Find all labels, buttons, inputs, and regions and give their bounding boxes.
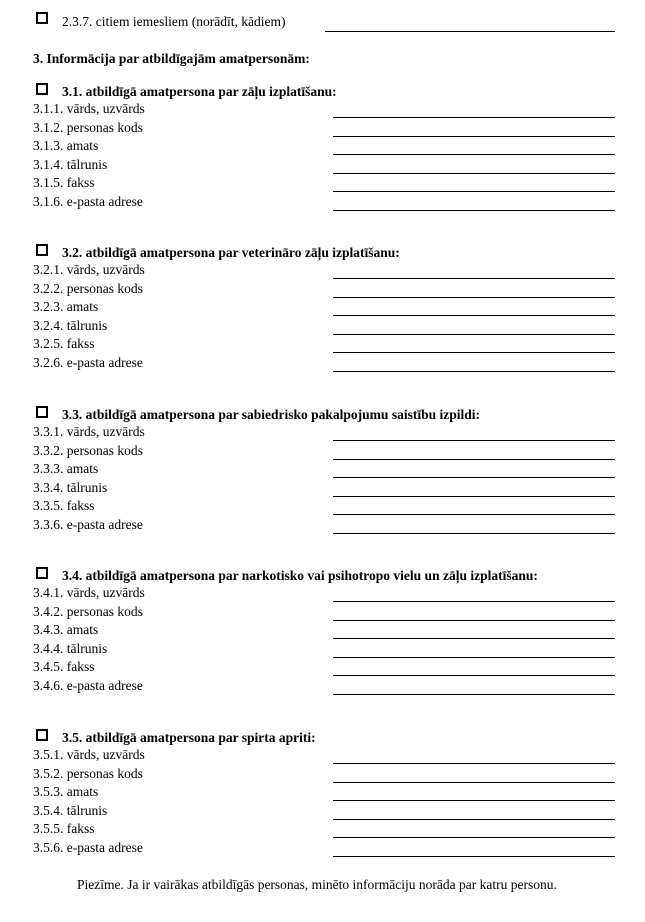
section-heading: 3. Informācija par atbildīgajām amatpersonām: — [33, 51, 310, 66]
group-checkbox-3-5[interactable] — [36, 729, 48, 741]
field-input-line[interactable] — [333, 210, 615, 211]
field-input-line[interactable] — [333, 800, 615, 801]
field-input-line[interactable] — [333, 819, 615, 820]
field-input-line[interactable] — [333, 117, 615, 118]
group-checkbox-3-1[interactable] — [36, 83, 48, 95]
item-2-3-7-input-line[interactable] — [325, 31, 615, 32]
field-input-line[interactable] — [333, 477, 615, 478]
field-input-line[interactable] — [333, 657, 615, 658]
field-input-line[interactable] — [333, 136, 615, 137]
field-input-line[interactable] — [333, 278, 615, 279]
group-title-3-5: 3.5. atbildīgā amatpersona par spirta apriti: — [62, 730, 316, 745]
note-paragraph — [33, 876, 615, 893]
field-label: 3.2.3. amats — [33, 299, 99, 315]
field-input-line[interactable] — [333, 173, 615, 174]
field-input-line[interactable] — [333, 496, 615, 497]
field-label: 3.4.6. e-pasta adrese — [33, 678, 143, 693]
field-label: 3.3.6. e-pasta adrese — [33, 517, 143, 532]
field-input-line[interactable] — [333, 297, 615, 298]
field-label: 3.5.1. vārds, uzvārds — [33, 747, 145, 762]
group-checkbox-3-2[interactable] — [36, 244, 48, 256]
field-input-line[interactable] — [333, 315, 615, 316]
field-input-line[interactable] — [333, 440, 615, 441]
note-text: Piezīme. Ja ir vairākas atbildīgās personas, minēto informāciju norāda par katru personu. — [77, 877, 557, 892]
field-label: 3.2.6. e-pasta adrese — [33, 355, 143, 370]
field-input-line[interactable] — [333, 371, 615, 372]
group-title-3-4: 3.4. atbildīgā amatpersona par narkotisko vai psihotropo vielu un zāļu izplatīšanu: — [62, 568, 538, 583]
field-label: 3.4.3. amats — [33, 622, 99, 638]
field-input-line[interactable] — [333, 191, 615, 192]
field-label: 3.3.4. tālrunis — [33, 479, 108, 495]
item-2-3-7-label: 2.3.7. citiem iemesliem (norādīt, kādiem) — [62, 14, 286, 29]
field-label: 3.2.4. tālrunis — [33, 317, 108, 333]
field-label: 3.3.3. amats — [33, 461, 99, 477]
checkbox-2-3-7[interactable] — [36, 12, 48, 24]
field-input-line[interactable] — [333, 856, 615, 857]
field-label: 3.4.5. fakss — [33, 659, 95, 675]
field-input-line[interactable] — [333, 782, 615, 783]
field-label: 3.1.3. amats — [33, 138, 99, 154]
group-title-3-3: 3.3. atbildīgā amatpersona par sabiedrisko pakalpojumu saistību izpildi: — [62, 407, 480, 422]
field-label: 3.2.2. personas kods — [33, 280, 143, 296]
group-checkbox-3-4[interactable] — [36, 567, 48, 579]
field-label: 3.3.1. vārds, uzvārds — [33, 424, 145, 439]
field-input-line[interactable] — [333, 334, 615, 335]
field-label: 3.5.6. e-pasta adrese — [33, 840, 143, 855]
field-input-line[interactable] — [333, 763, 615, 764]
field-label: 3.1.2. personas kods — [33, 119, 143, 135]
field-input-line[interactable] — [333, 694, 615, 695]
field-label: 3.3.2. personas kods — [33, 442, 143, 458]
field-input-line[interactable] — [333, 514, 615, 515]
field-label: 3.1.6. e-pasta adrese — [33, 194, 143, 209]
field-label: 3.4.4. tālrunis — [33, 640, 108, 656]
field-label: 3.3.5. fakss — [33, 498, 95, 514]
field-input-line[interactable] — [333, 601, 615, 602]
field-label: 3.5.4. tālrunis — [33, 802, 108, 818]
field-label: 3.5.3. amats — [33, 784, 99, 800]
group-checkbox-3-3[interactable] — [36, 406, 48, 418]
field-label: 3.1.4. tālrunis — [33, 156, 108, 172]
field-input-line[interactable] — [333, 154, 615, 155]
group-title-3-1: 3.1. atbildīgā amatpersona par zāļu izplatīšanu: — [62, 84, 337, 99]
group-title-3-2: 3.2. atbildīgā amatpersona par veterināro zāļu izplatīšanu: — [62, 245, 400, 260]
field-input-line[interactable] — [333, 675, 615, 676]
field-label: 3.2.5. fakss — [33, 336, 95, 352]
field-label: 3.1.1. vārds, uzvārds — [33, 101, 145, 116]
field-input-line[interactable] — [333, 837, 615, 838]
field-input-line[interactable] — [333, 352, 615, 353]
field-label: 3.5.2. personas kods — [33, 765, 143, 781]
field-input-line[interactable] — [333, 620, 615, 621]
field-input-line[interactable] — [333, 533, 615, 534]
field-label: 3.2.1. vārds, uzvārds — [33, 262, 145, 277]
field-label: 3.4.1. vārds, uzvārds — [33, 585, 145, 600]
field-input-line[interactable] — [333, 638, 615, 639]
field-label: 3.5.5. fakss — [33, 821, 95, 837]
field-input-line[interactable] — [333, 459, 615, 460]
field-label: 3.4.2. personas kods — [33, 603, 143, 619]
field-label: 3.1.5. fakss — [33, 175, 95, 191]
